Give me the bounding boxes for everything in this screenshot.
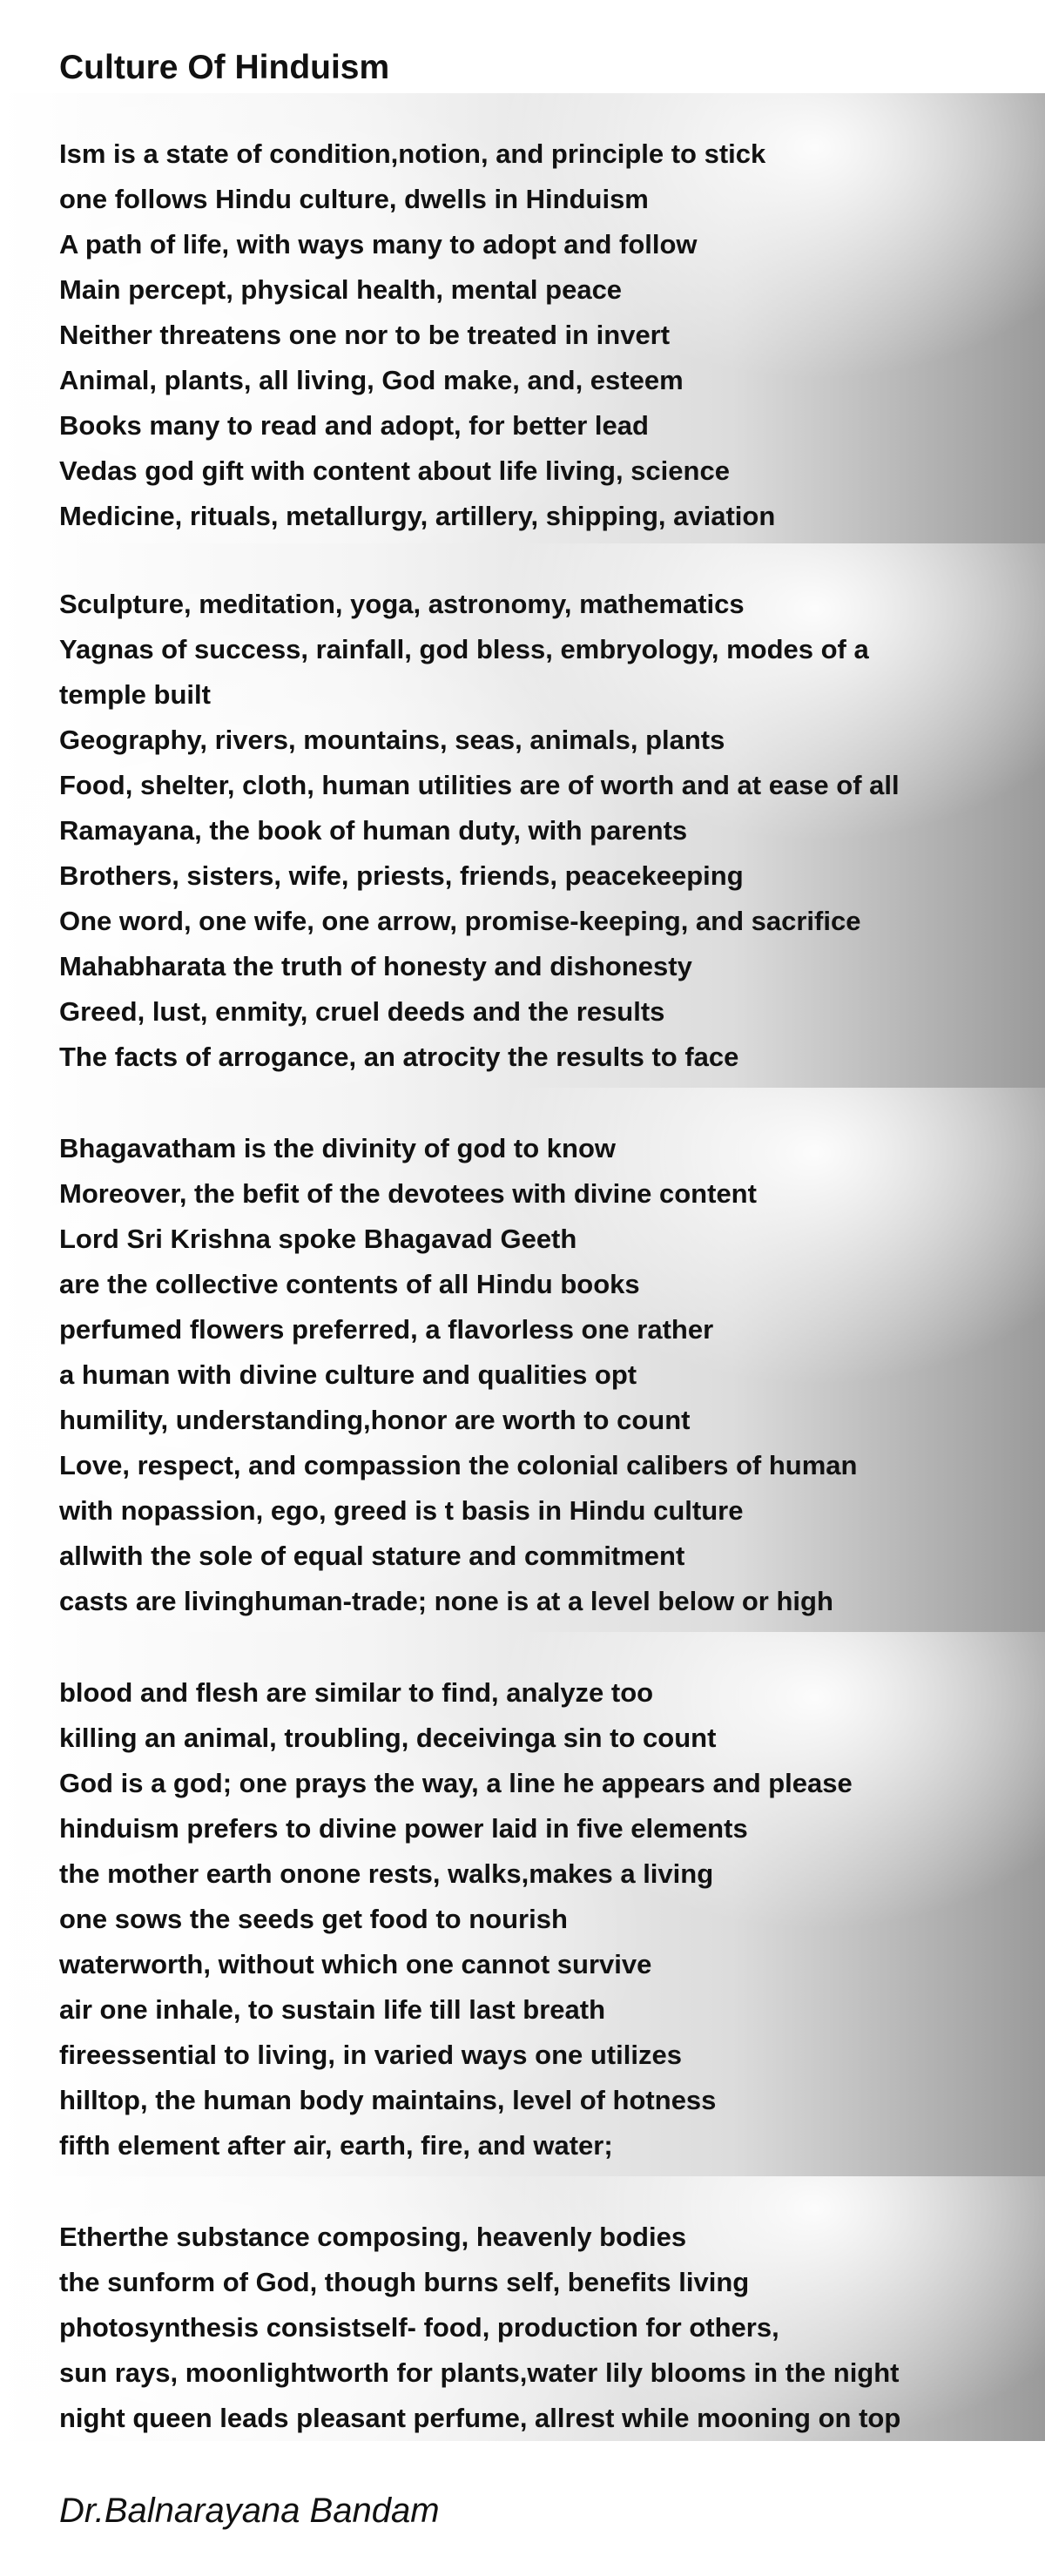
poem-line: are the collective contents of all Hindu books [59, 1269, 640, 1299]
poem-line: one follows Hindu culture, dwells in Hinduism [59, 184, 649, 214]
stanza [0, 1088, 1045, 1632]
stanza [0, 2176, 1045, 2441]
stanza [0, 93, 1045, 543]
stanza-lines [59, 582, 1000, 1080]
stanza-lines [59, 131, 1000, 539]
poem-line: waterworth, without which one cannot survive [59, 1949, 652, 1979]
poem-line: Food, shelter, cloth, human utilities are of worth and at ease of all [59, 770, 900, 800]
poem-line: The facts of arrogance, an atrocity the results to face [59, 1042, 739, 1072]
poem-line: hilltop, the human body maintains, level of hotness [59, 2085, 717, 2115]
poem-line: allwith the sole of equal stature and commitment [59, 1541, 685, 1571]
poem-line: Main percept, physical health, mental peace [59, 274, 623, 305]
poem-line: Geography, rivers, mountains, seas, animals, plants [59, 725, 725, 755]
poem-line: photosynthesis consistself- food, production for others, [59, 2312, 779, 2343]
author-name: Dr.Balnarayana Bandam [59, 2492, 440, 2530]
poem-line: Ramayana, the book of human duty, with parents [59, 815, 688, 846]
poem-line: Lord Sri Krishna spoke Bhagavad Geeth [59, 1224, 577, 1254]
poem-line: a human with divine culture and qualities opt [59, 1359, 637, 1390]
poem-line: Neither threatens one nor to be treated in invert [59, 320, 671, 350]
poem-line: with nopassion, ego, greed is t basis in Hindu culture [59, 1495, 744, 1526]
poem-line: hinduism prefers to divine power laid in five elements [59, 1813, 748, 1844]
poem-line: air one inhale, to sustain life till last breath [59, 1994, 606, 2025]
poem-line: Ism is a state of condition,notion, and principle to stick [59, 138, 766, 169]
poem-line: Sculpture, meditation, yoga, astronomy, mathematics [59, 589, 745, 619]
poem-line: casts are livinghuman-trade; none is at a level below or high [59, 1586, 833, 1616]
poem-line: the mother earth onone rests, walks,makes a living [59, 1858, 714, 1889]
poem-line: God is a god; one prays the way, a line he appears and please [59, 1768, 853, 1798]
poem-line: One word, one wife, one arrow, promise-keeping, and sacrifice [59, 906, 861, 936]
poem-line: Mahabharata the truth of honesty and dishonesty [59, 951, 692, 981]
stanza-lines [59, 2215, 1000, 2441]
poem-line: Brothers, sisters, wife, priests, friends, peacekeeping [59, 860, 744, 891]
poem-line: Bhagavatham is the divinity of god to know [59, 1133, 616, 1163]
poem-line: A path of life, with ways many to adopt and follow [59, 229, 698, 260]
poem-title: Culture Of Hinduism [59, 49, 390, 86]
poem-line: killing an animal, troubling, deceivinga sin to count [59, 1723, 717, 1753]
poem-line: Love, respect, and compassion the colonial calibers of human [59, 1450, 858, 1480]
poem-line: fifth element after air, earth, fire, and water; [59, 2130, 613, 2161]
stanza [0, 543, 1045, 1088]
poem-line: the sunform of God, though burns self, benefits living [59, 2267, 750, 2297]
poem-line: one sows the seeds get food to nourish [59, 1904, 568, 1934]
poem-line: Yagnas of success, rainfall, god bless, embryology, modes of a [59, 634, 869, 664]
poem-line: fireessential to living, in varied ways one utilizes [59, 2040, 682, 2070]
poem-line: blood and flesh are similar to find, analyze too [59, 1677, 654, 1708]
poem-line: Medicine, rituals, metallurgy, artillery, shipping, aviation [59, 501, 776, 531]
stanza-lines [59, 1670, 1000, 2168]
poem-line: Greed, lust, enmity, cruel deeds and the results [59, 996, 665, 1027]
stanza [0, 1632, 1045, 2176]
poem-line: sun rays, moonlightworth for plants,water lily blooms in the night [59, 2357, 900, 2388]
poem-line: perfumed flowers preferred, a flavorless one rather [59, 1314, 714, 1345]
poem-line: Vedas god gift with content about life living, science [59, 455, 730, 486]
stanza-lines [59, 1126, 1000, 1624]
poem-line: Books many to read and adopt, for better lead [59, 410, 649, 441]
poem-line: temple built [59, 679, 211, 710]
poem-line: Moreover, the befit of the devotees with divine content [59, 1178, 757, 1209]
poem-line: Animal, plants, all living, God make, and, esteem [59, 365, 684, 395]
poem-line: night queen leads pleasant perfume, allrest while mooning on top [59, 2403, 901, 2433]
poem-line: Etherthe substance composing, heavenly bodies [59, 2222, 687, 2252]
poem-line: humility, understanding,honor are worth to count [59, 1405, 691, 1435]
